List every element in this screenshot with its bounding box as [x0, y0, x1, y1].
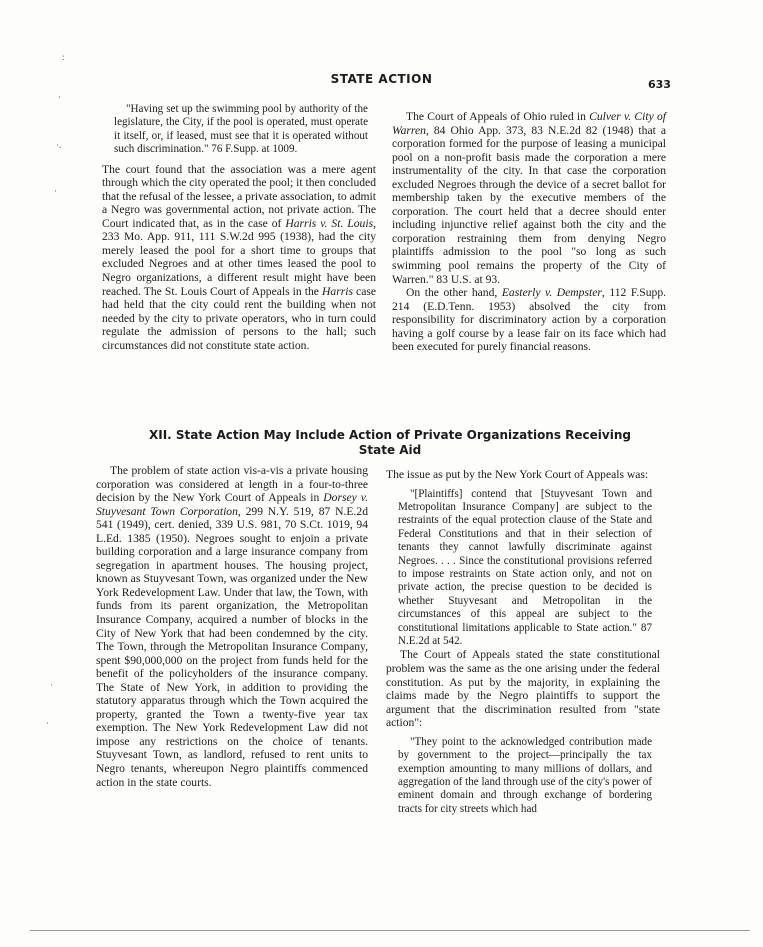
section-heading-line: XII. State Action May Include Action of Private Organizations Receiving: [149, 428, 631, 442]
block-quote: "[Plaintiffs] contend that [Stuyvesant Town and Metropolitan Insurance Company] are subject to the restraints of the equal protection clause of the State and Federal Constitutions and that in their selection of tenants they cannot lawfully discriminate against Negroes. . . . Since the constitutional provisions referred to impose restraints on State action only, and not on private action, the precise question to be decided is whether Stuyvesant and Metropolitan in the circumstances of this appeal are subject to the constitutional limitations applicable to State action." 87 N.E.2d at 542.: [398, 487, 652, 648]
paragraph: The problem of state action vis-a-vis a private housing corporation was considered at length in a four-to-three decision by the New York Court of Appeals in Dorsey v. Stuyvesant Town Corporation, 299 N.Y. 519, 87 N.E.2d 541 (1949), cert. denied, 339 U.S. 981, 70 S.Ct. 1019, 94 L.Ed. 1385 (1950). Negroes sought to enjoin a private building corporation and a large insurance company from segregation in apartment houses. The housing project, known as Stuyvesant Town, was organized under the New York Redevelopment Law. Under that law, the Town, with funds from its parent organization, the Metropolitan Insurance Company, acquired a number of blocks in the City of New York that had been condemned by the city. The Town, through the Metropolitan Insurance Company, spent $90,000,000 on the project from funds held for the benefit of the policyholders of the insurance company. The State of New York, in addition to providing the statutory apparatus through which the Town acquired the property, granted the Town a twenty-five year tax exemption. The New York Redevelopment Law did not impose any restrictions on the choice of tenants. Stuyvesant Town, as landlord, refused to rent units to Negro tenants, whereupon Negro plaintiffs commenced action in the state courts.: [96, 464, 368, 789]
paragraph: The Court of Appeals of Ohio ruled in Culver v. City of Warren, 84 Ohio App. 373, 83 N.E.2d 82 (1948) that a corporation formed for the purpose of leasing a municipal pool on a non-profit basis made the corporation a mere instrumentality of the city. In that case the corporation excluded Negroes through the device of a secret ballot for membership taken by the executive members of the corporation. The court held that a decree should enter including injunctive relief against both the city and the corporation restraining them from denying Negro plaintiffs admission to the pool "so long as such swimming pool remains the property of the City of Warren." 83 U.S. at 93.: [392, 110, 666, 286]
page-number: 633: [648, 78, 671, 91]
margin-mark: ·: [54, 186, 57, 196]
paragraph: The issue as put by the New York Court of Appeals was:: [386, 468, 649, 481]
margin-mark: ·: [46, 718, 49, 728]
paragraph: The court found that the association was a mere agent through which the city operated the pool; it then concluded that the refusal of the lessee, a private association, to admit a Negro was governmental action, not private action. The Court indicated that, as in the case of Harris v. St. Louis, 233 Mo. App. 911, 111 S.W.2d 995 (1938), had the city merely leased the pool for a short time to groups that excluded Negroes and at other times leased the pool to Negro organizations, a different result might have been reached. The St. Louis Court of Appeals in the Harris case had held that the city could rent the building when not needed by the city to private operators, who in turn could regulate the admission of persons to the hall; such circumstances did not constitute state action.: [102, 162, 376, 352]
running-head: STATE ACTION: [330, 72, 433, 86]
paragraph: On the other hand, Easterly v. Dempster, 112 F.Supp. 214 (E.D.Tenn. 1953) absolved the city from responsibility for discriminatory action by a corporation having a golf course by a lease fair on its face which had been executed for purely financial reasons.: [392, 286, 667, 354]
margin-mark: ·.: [56, 140, 62, 150]
paragraph: The Court of Appeals stated the state constitutional problem was the same as the one arising under the federal constitution. As put by the majority, in explaining the claims made by the Negro plaintiffs to support the argument that the discrimination resulted from "state action":: [386, 648, 660, 730]
margin-mark: :: [62, 52, 65, 62]
margin-mark: ·: [58, 92, 61, 102]
section-heading-line: State Aid: [358, 443, 422, 457]
block-quote: "They point to the acknowledged contribution made by government to the project—principally the tax exemption amounting to many millions of dollars, and aggregation of the land through use of the city's power of eminent domain and through exchange of bordering tracts for city streets which had: [398, 735, 653, 815]
right-column-bottom: [386, 468, 660, 816]
block-quote: "Having set up the swimming pool by authority of the legislature, the City, if the pool is operated, must operate it itself, or, if leased, must see that it is operated without such discrimination." 76 F.Supp. at 1009.: [114, 103, 368, 156]
right-column-top: [392, 110, 666, 354]
left-column-top: [102, 103, 376, 352]
margin-mark: ·: [50, 680, 53, 690]
section-heading: [110, 428, 670, 458]
scan-edge-line: [30, 930, 750, 931]
left-column-bottom: [96, 464, 368, 789]
